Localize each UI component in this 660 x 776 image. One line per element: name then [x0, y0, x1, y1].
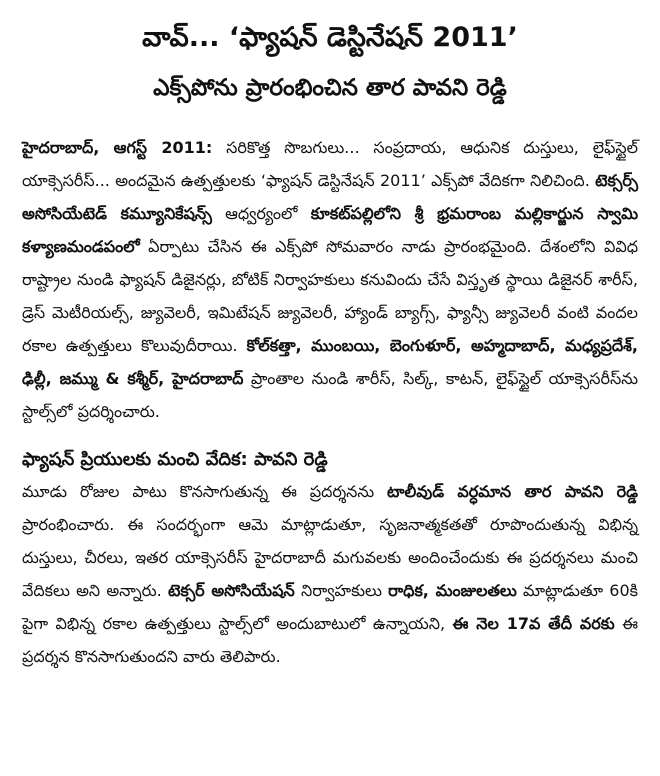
paragraph-text: నిర్వాహకులు	[294, 581, 389, 600]
article-title: వావ్... ‘ఫ్యాషన్ డెస్టినేషన్ 2011’	[142, 22, 518, 53]
organizer-name: టెక్సర్స్ అసోసియేటెడ్ కమ్యూనికేషన్స్	[22, 171, 638, 223]
paragraph-text: ఆధ్వర్యంలో	[211, 204, 311, 223]
organizers-names: రాధిక, మంజులతలు	[388, 581, 517, 600]
association-name: టెక్సర్ అసోసియేషన్	[167, 581, 295, 600]
paragraph-text: ఈ ప్రదర్శన కొనసాగుతుందని వారు తెలిపారు.	[22, 614, 638, 666]
dateline: హైదరాబాద్, ఆగస్ట్ 2011:	[22, 138, 213, 157]
venue-name: కూకట్‌పల్లిలోని శ్రీ భ్రమరాంబ మల్లికార్జున స్వామి కళ్యాణమండపంలో	[22, 204, 639, 256]
section-heading: ఫ్యాషన్ ప్రియులకు మంచి వేదిక: పావని రెడ్డి	[22, 449, 328, 470]
cities-list: కోల్‌కత్తా, ముంబయి, బెంగుళూర్, అహ్మదాబాద్, మధ్యప్రదేశ్, ఢిల్లీ, జమ్ము & కశ్మీర్, హైదరాబాద్	[22, 336, 639, 388]
article-subtitle: ఎక్స్‌పోను ప్రారంభించిన తార పావని రెడ్డి	[153, 75, 507, 101]
guest-name: టాలీవుడ్ వర్ధమాన తార పావని రెడ్డి	[387, 482, 639, 501]
paragraph-text: ఏర్పాటు చేసిన ఈ ఎక్స్‌పో సోమవారం నాడు ప్రారంభమైంది. దేశంలోని వివిధ రాష్ట్రాల నుండి ఫ్యాషన్ డిజైనర్లు, బోటిక్ నిర్వాహకులు కనువిందు చేసే విస్తృత స్థాయి డిజైనర్ శారీస్, డ్రెస్ మెటీరియల్స్, జ్యువెలరీ, ఇమిటేషన్ జ్యువెలరీ, హ్యాండ్ బ్యాగ్స్, ఫ్యాన్సీ జ్యువెలరీ వంటి వందల రకాల ఉత్పత్తులు కొలువుదీరాయి.	[22, 237, 638, 355]
paragraph-text: మూడు రోజుల పాటు కొనసాగుతున్న ఈ ప్రదర్శనను	[22, 482, 388, 501]
paragraph-text: ప్రారంభించారు. ఈ సందర్భంగా ఆమె మాట్లాడుతూ, సృజనాత్మకతతో రూపొందుతున్న విభిన్న దుస్తులు, చీరలు, ఇతర యాక్సెసరీస్ హైదరాబాదీ మగువలకు అందించేందుకు ఈ ప్రదర్శనలు మంచి వేదికలు అని అన్నారు.	[22, 515, 638, 600]
article-paragraph-2	[22, 475, 638, 673]
paragraph-text: మాట్లాడుతూ 60కి పైగా విభిన్న రకాల ఉత్పత్తులు స్టాల్స్‌లో అందుబాటులో ఉన్నాయని,	[22, 581, 638, 633]
end-date: ఈ నెల 17వ తేదీ వరకు	[452, 614, 615, 633]
paragraph-text: సరికొత్త సొబగులు... సంప్రదాయ, ఆధునిక దుస్తులు, లైఫ్‌స్టైల్ యాక్సెసరీస్... అందమైన ఉత్పత్తులకు ‘ఫ్యాషన్ డెస్టినేషన్ 2011’ ఎక్స్‌పో వేదికగా నిలిచింది.	[22, 138, 638, 190]
article-paragraph-1	[22, 131, 638, 428]
paragraph-text: ప్రాంతాల నుండి శారీస్, సిల్క్, కాటన్, లైఫ్‌స్టైల్ యాక్సెసరీస్‌ను స్టాల్స్‌లో ప్రదర్శించారు.	[22, 369, 638, 421]
